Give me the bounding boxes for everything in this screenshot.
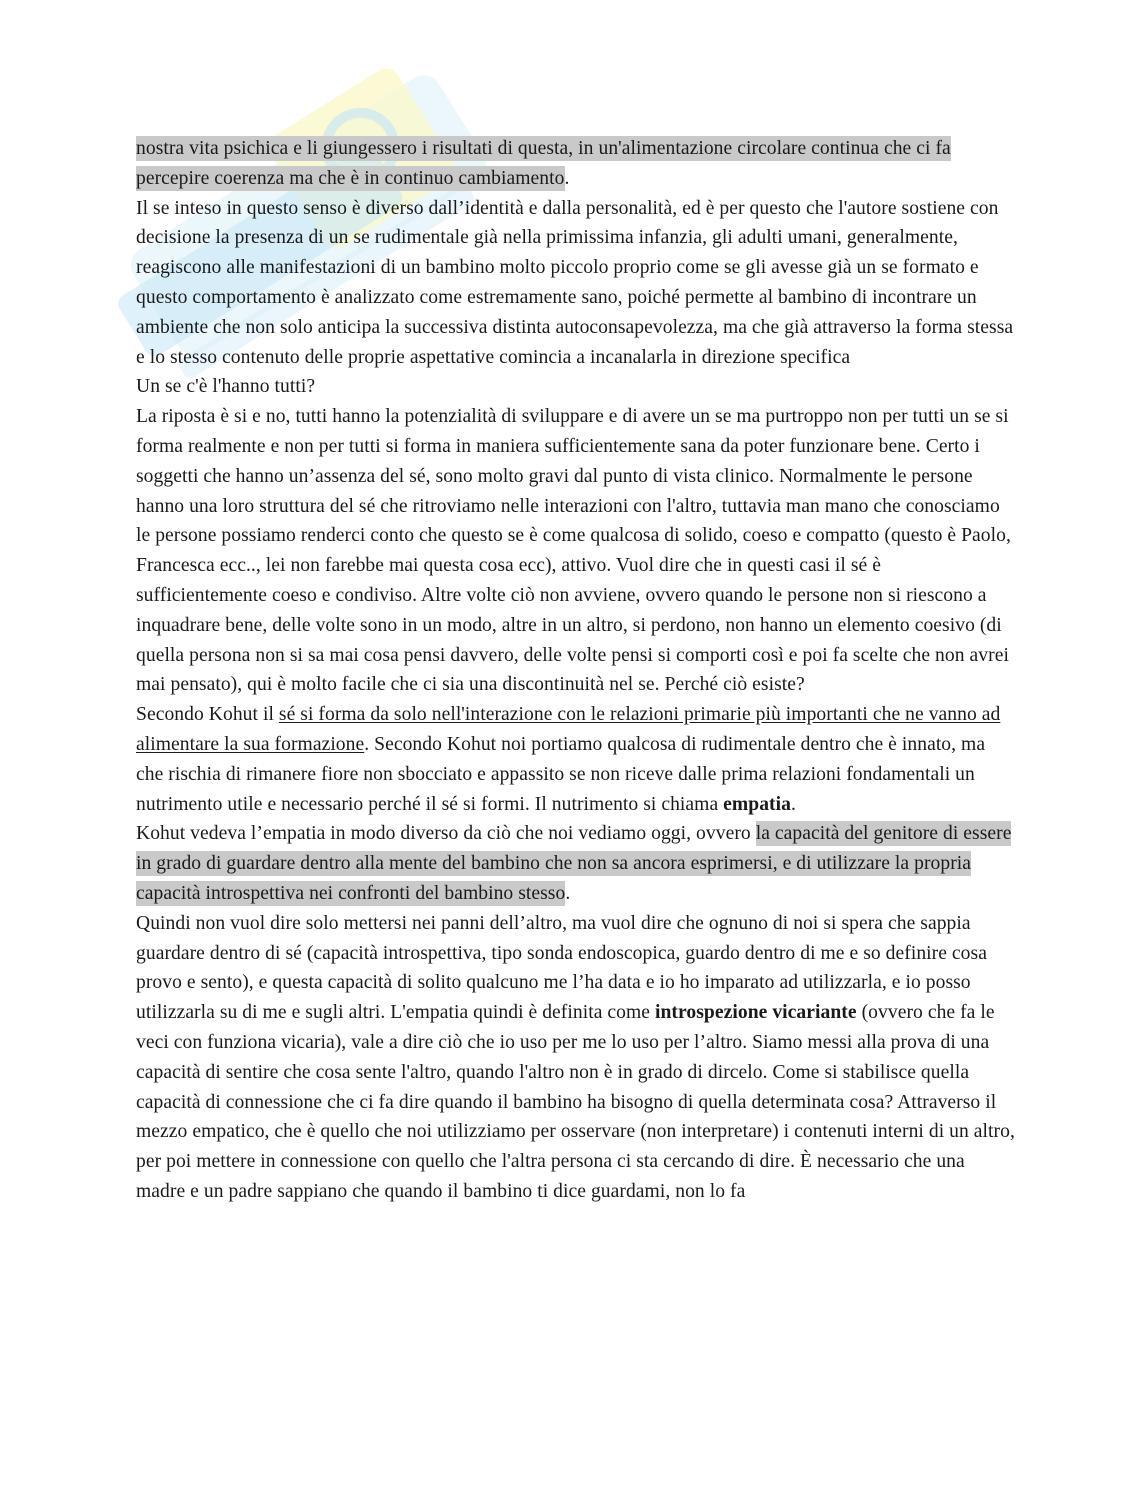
paragraph-7: Quindi non vuol dire solo mettersi nei panni dell’altro, ma vuol dire che ognuno di noi si spera che sappia guardare dentro di sé (capacità introspettiva, tipo sonda endoscopica, guardo dentro di me e so definire cosa provo e sento), e questa capacità di solito qualcuno me l’ha data e io ho imparato ad utilizzarla, e io posso utilizzarla su di me e sugli altri. L'empatia quindi è definita come introspezione vicariante (ovvero che fa le veci con funziona vicaria), vale a dire ciò che io uso per me lo uso per l’altro. Siamo messi alla prova di una capacità di sentire che cosa sente l'altro, quando l'altro non è in grado di dircelo. Come si stabilisce quella capacità di connessione che ci fa dire quando il bambino ha bisogno di quella determinata cosa? Attraverso il mezzo empatico, che è quello che noi utilizziamo per osservare (non interpretare) i contenuti interni di un altro, per poi mettere in connessione con quello che l'altra persona ci sta cercando di dire. È necessario che una madre e un padre sappiano che quando il bambino ti dice guardami, non lo fa — [136, 912, 1015, 1202]
paragraph-3: Un se c'è l'hanno tutti? — [136, 376, 316, 398]
highlighted-text: la capacità del genitore di essere in grado di guardare dentro alla mente del bambino che non sa ancora esprimersi, e di utilizzare la propria capacità introspettiva nei confronti del bambino stesso — [136, 823, 1012, 904]
paragraph-5: Secondo Kohut il sé si forma da solo nell'interazione con le relazioni primarie più importanti che ne vanno ad alimentare la sua formazione. Secondo Kohut noi portiamo qualcosa di rudimentale dentro che è innato, ma che rischia di rimanere fiore non sbocciato e appassito se non riceve dalle prima relazioni fondamentali un nutrimento utile e necessario perché il sé si formi. Il nutrimento si chiama empatia. — [136, 704, 1001, 815]
document-body — [136, 134, 1016, 1207]
paragraph-2: Il se inteso in questo senso è diverso dall’identità e dalla personalità, ed è per questo che l'autore sostiene con decisione la presenza di un se rudimentale già nella primissima infanzia, gli adulti umani, generalmente, reagiscono alle manifestazioni di un bambino molto piccolo proprio come se gli avesse già un se formato e questo comportamento è analizzato come estremamente sano, poiché permette al bambino di incontrare un ambiente che non solo anticipa la successiva distinta autoconsapevolezza, ma che già attraverso la forma stessa e lo stesso contenuto delle proprie aspettative comincia a incanalarla in direzione specifica — [136, 197, 1014, 368]
bold-term: empatia — [723, 793, 791, 815]
underlined-text: sé si forma da solo nell'interazione con le relazioni primarie più importanti che ne vanno ad alimentare la sua formazione — [136, 704, 1001, 755]
paragraph-4: La riposta è si e no, tutti hanno la potenzialità di sviluppare e di avere un se ma purtroppo non per tutti un se si forma realmente e non per tutti si forma in maniera sufficientemente sana da poter funzionare bene. Certo i soggetti che hanno un’assenza del sé, sono molto gravi dal punto di vista clinico. Normalmente le persone hanno una loro struttura del sé che ritroviamo nelle interazioni con l'altro, tuttavia man mano che conosciamo le persone possiamo renderci conto che questo se è come qualcosa di solido, coeso e compatto (questo è Paolo, Francesca ecc.., lei non farebbe mai questa cosa ecc), attivo. Vuol dire che in questi casi il sé è sufficientemente coeso e condiviso. Altre volte ciò non avviene, ovvero quando le persone non si riescono a inquadrare bene, delle volte sono in un modo, altre in un altro, si perdono, non hanno un elemento coesivo (di quella persona non si sa mai cosa pensi davvero, delle volte pensi si comporti così e poi fa scelte che non avrei mai pensato), qui è molto facile che ci sia una discontinuità nel se. Perché ciò esiste? — [136, 406, 1011, 696]
bold-term: introspezione vicariante — [654, 1002, 857, 1024]
paragraph-1: nostra vita psichica e li giungessero i risultati di questa, in un'alimentazione circolare continua che ci fa percepire coerenza ma che è in continuo cambiamento. — [136, 138, 951, 189]
highlighted-text: nostra vita psichica e li giungessero i risultati di questa, in un'alimentazione circolare continua che ci fa percepire coerenza ma che è in continuo cambiamento — [136, 138, 951, 189]
paragraph-6: Kohut vedeva l’empatia in modo diverso da ciò che noi vediamo oggi, ovvero la capacità del genitore di essere in grado di guardare dentro alla mente del bambino che non sa ancora esprimersi, e di utilizzare la propria capacità introspettiva nei confronti del bambino stesso. — [136, 823, 1012, 904]
